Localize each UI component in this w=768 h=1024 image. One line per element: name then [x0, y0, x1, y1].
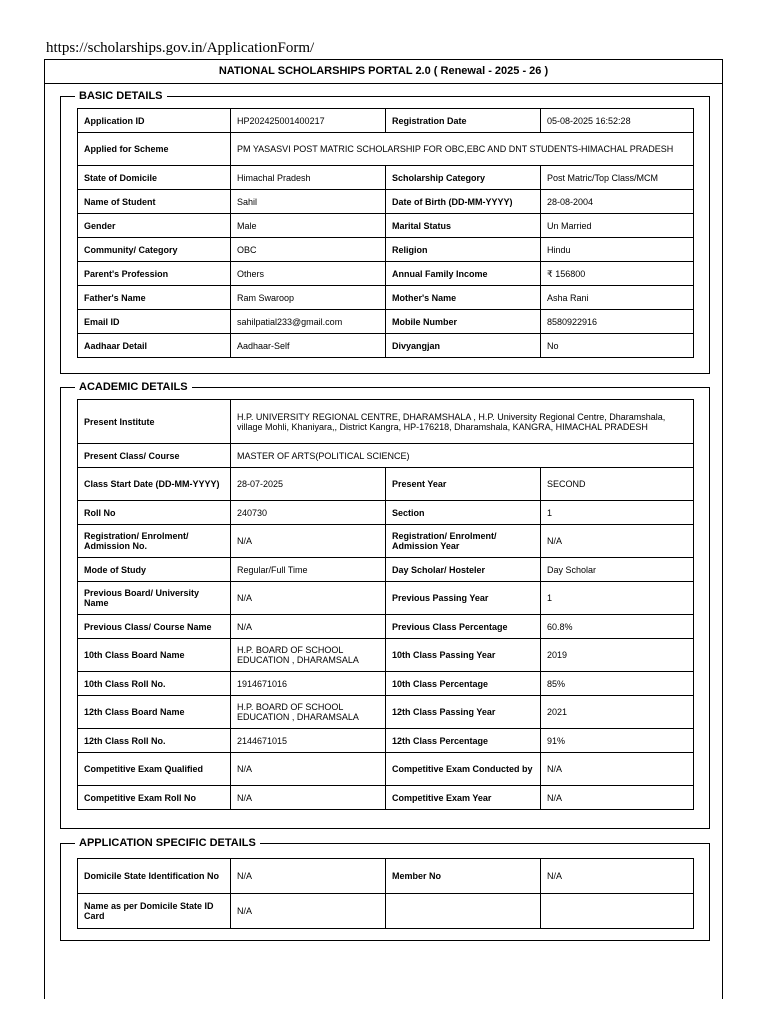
portal-title: NATIONAL SCHOLARSHIPS PORTAL 2.0 ( Renewal - 2025 - 26 ) — [45, 60, 722, 84]
field-value: H.P. UNIVERSITY REGIONAL CENTRE, DHARAMSHALA , H.P. University Regional Centre, Dharamshala, village Mohli, Khaniyara,, District Kangra, HP-176218, Dharamshala, KANGRA, HIMACHAL PRADESH — [231, 400, 694, 444]
table-row — [78, 238, 694, 262]
field-label: 10th Class Board Name — [78, 639, 231, 672]
table-row — [78, 262, 694, 286]
basic-details-section — [60, 90, 710, 374]
field-label: Previous Class Percentage — [386, 615, 541, 639]
field-value: N/A — [541, 525, 694, 558]
field-label: Mobile Number — [386, 310, 541, 334]
field-label: 10th Class Passing Year — [386, 639, 541, 672]
field-value: N/A — [541, 786, 694, 810]
academic-details-section — [60, 381, 710, 829]
field-value: Asha Rani — [541, 286, 694, 310]
table-row — [78, 286, 694, 310]
field-label: Marital Status — [386, 214, 541, 238]
table-row — [78, 672, 694, 696]
section-legend: ACADEMIC DETAILS — [79, 381, 188, 393]
field-label: Community/ Category — [78, 238, 231, 262]
field-value: 1 — [541, 582, 694, 615]
table-row — [78, 501, 694, 525]
table-row — [78, 753, 694, 786]
field-value: Day Scholar — [541, 558, 694, 582]
field-label: Registration/ Enrolment/ Admission No. — [78, 525, 231, 558]
field-label: Competitive Exam Year — [386, 786, 541, 810]
field-value: 2021 — [541, 696, 694, 729]
table-row — [78, 582, 694, 615]
table-row — [78, 444, 694, 468]
table-row — [78, 468, 694, 501]
field-label: Father's Name — [78, 286, 231, 310]
field-value: 1914671016 — [231, 672, 386, 696]
field-value: Male — [231, 214, 386, 238]
table-row — [78, 859, 694, 894]
field-value — [541, 894, 694, 929]
application-form — [44, 59, 723, 999]
field-value: 2019 — [541, 639, 694, 672]
table-row — [78, 109, 694, 133]
field-value: N/A — [231, 753, 386, 786]
field-label: Section — [386, 501, 541, 525]
field-label: 12th Class Roll No. — [78, 729, 231, 753]
field-label: 10th Class Percentage — [386, 672, 541, 696]
field-label: Religion — [386, 238, 541, 262]
field-label: Competitive Exam Qualified — [78, 753, 231, 786]
field-label: Registration/ Enrolment/ Admission Year — [386, 525, 541, 558]
field-label: State of Domicile — [78, 166, 231, 190]
field-value: Ram Swaroop — [231, 286, 386, 310]
field-value: 85% — [541, 672, 694, 696]
field-value: 240730 — [231, 501, 386, 525]
field-label: 12th Class Board Name — [78, 696, 231, 729]
section-legend: BASIC DETAILS — [79, 90, 163, 102]
field-value: 05-08-2025 16:52:28 — [541, 109, 694, 133]
field-label: Scholarship Category — [386, 166, 541, 190]
field-label: Previous Class/ Course Name — [78, 615, 231, 639]
field-value: N/A — [231, 615, 386, 639]
field-label: Aadhaar Detail — [78, 334, 231, 358]
table-row — [78, 310, 694, 334]
table-row — [78, 400, 694, 444]
field-label: Domicile State Identification No — [78, 859, 231, 894]
field-value: N/A — [231, 525, 386, 558]
field-value: OBC — [231, 238, 386, 262]
field-value: 8580922916 — [541, 310, 694, 334]
field-value: H.P. BOARD OF SCHOOL EDUCATION , DHARAMSALA — [231, 639, 386, 672]
field-value: Hindu — [541, 238, 694, 262]
field-value: ₹ 156800 — [541, 262, 694, 286]
field-value: Regular/Full Time — [231, 558, 386, 582]
field-value: Un Married — [541, 214, 694, 238]
table-row — [78, 786, 694, 810]
field-label: Name of Student — [78, 190, 231, 214]
field-value: Sahil — [231, 190, 386, 214]
field-label: Mother's Name — [386, 286, 541, 310]
field-value: N/A — [231, 894, 386, 929]
table-row — [78, 696, 694, 729]
field-label: Parent's Profession — [78, 262, 231, 286]
field-label: Member No — [386, 859, 541, 894]
application-specific-table — [77, 858, 694, 929]
field-label: Previous Passing Year — [386, 582, 541, 615]
field-label: 12th Class Percentage — [386, 729, 541, 753]
field-value: 28-07-2025 — [231, 468, 386, 501]
table-row — [78, 133, 694, 166]
table-row — [78, 334, 694, 358]
field-label: Applied for Scheme — [78, 133, 231, 166]
page-url: https://scholarships.gov.in/ApplicationForm/ — [46, 40, 315, 56]
academic-details-table — [77, 399, 694, 810]
field-value: N/A — [231, 786, 386, 810]
field-value: 60.8% — [541, 615, 694, 639]
field-label — [386, 894, 541, 929]
field-value: 2144671015 — [231, 729, 386, 753]
table-row — [78, 214, 694, 238]
field-label: Gender — [78, 214, 231, 238]
field-label: Divyangjan — [386, 334, 541, 358]
field-value: No — [541, 334, 694, 358]
field-label: Present Year — [386, 468, 541, 501]
field-label: Roll No — [78, 501, 231, 525]
field-label: Previous Board/ University Name — [78, 582, 231, 615]
field-label: Present Class/ Course — [78, 444, 231, 468]
table-row — [78, 190, 694, 214]
field-label: Present Institute — [78, 400, 231, 444]
field-value: Others — [231, 262, 386, 286]
field-label: Application ID — [78, 109, 231, 133]
field-value: N/A — [541, 859, 694, 894]
field-label: Email ID — [78, 310, 231, 334]
table-row — [78, 894, 694, 929]
field-value: MASTER OF ARTS(POLITICAL SCIENCE) — [231, 444, 694, 468]
table-row — [78, 166, 694, 190]
field-value: Aadhaar-Self — [231, 334, 386, 358]
field-value: 91% — [541, 729, 694, 753]
field-label: 10th Class Roll No. — [78, 672, 231, 696]
field-label: 12th Class Passing Year — [386, 696, 541, 729]
basic-details-table — [77, 108, 694, 358]
field-label: Name as per Domicile State ID Card — [78, 894, 231, 929]
field-value: N/A — [231, 582, 386, 615]
table-row — [78, 639, 694, 672]
field-label: Class Start Date (DD-MM-YYYY) — [78, 468, 231, 501]
field-label: Registration Date — [386, 109, 541, 133]
table-row — [78, 525, 694, 558]
field-value: PM YASASVI POST MATRIC SCHOLARSHIP FOR OBC,EBC AND DNT STUDENTS-HIMACHAL PRADESH — [231, 133, 694, 166]
field-value: 28-08-2004 — [541, 190, 694, 214]
field-value: SECOND — [541, 468, 694, 501]
field-label: Competitive Exam Conducted by — [386, 753, 541, 786]
field-value: HP202425001400217 — [231, 109, 386, 133]
application-specific-section — [60, 837, 710, 941]
field-value: Post Matric/Top Class/MCM — [541, 166, 694, 190]
field-value: Himachal Pradesh — [231, 166, 386, 190]
table-row — [78, 558, 694, 582]
table-row — [78, 729, 694, 753]
field-value: N/A — [541, 753, 694, 786]
field-label: Annual Family Income — [386, 262, 541, 286]
field-value: N/A — [231, 859, 386, 894]
field-value: H.P. BOARD OF SCHOOL EDUCATION , DHARAMSALA — [231, 696, 386, 729]
field-label: Date of Birth (DD-MM-YYYY) — [386, 190, 541, 214]
field-value: 1 — [541, 501, 694, 525]
field-value: sahilpatial233@gmail.com — [231, 310, 386, 334]
field-label: Day Scholar/ Hosteler — [386, 558, 541, 582]
field-label: Competitive Exam Roll No — [78, 786, 231, 810]
field-label: Mode of Study — [78, 558, 231, 582]
section-legend: APPLICATION SPECIFIC DETAILS — [79, 837, 256, 849]
table-row — [78, 615, 694, 639]
